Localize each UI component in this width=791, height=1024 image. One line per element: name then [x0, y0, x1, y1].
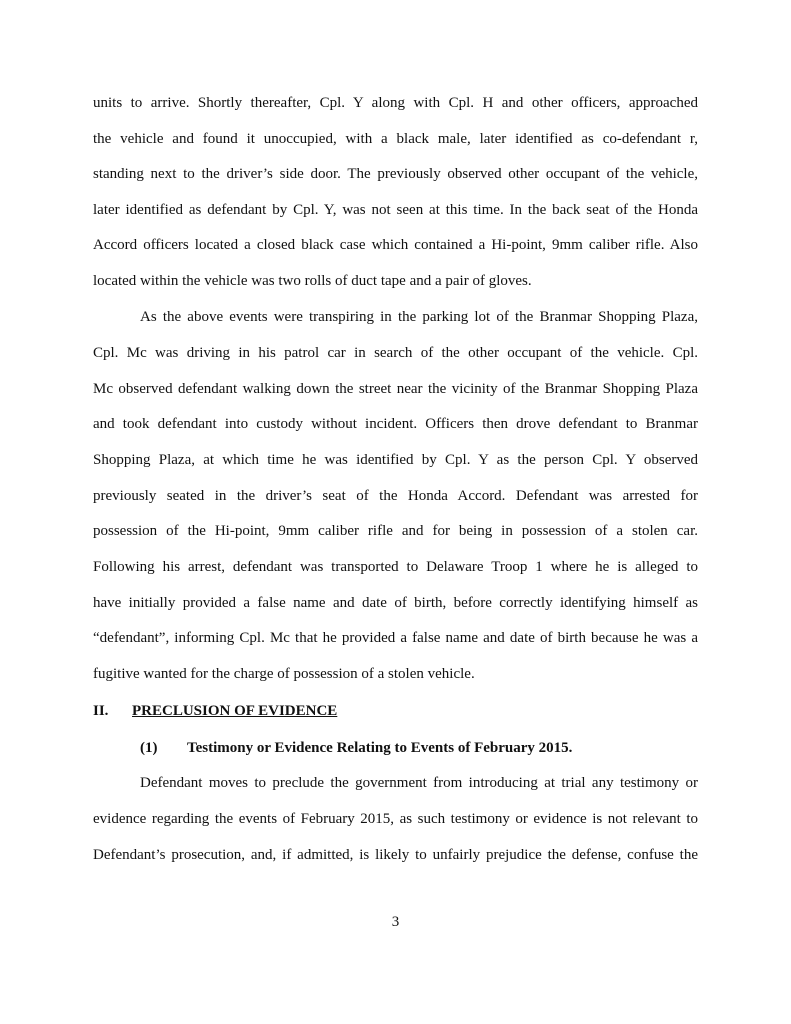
paragraph2-line: Following his arrest, defendant was transported to Delaware Troop 1 where he is alleged to [93, 559, 698, 575]
paragraph1-line: Accord officers located a closed black case which contained a Hi-point, 9mm caliber rifle. Also [93, 237, 698, 253]
paragraph2-line: Mc observed defendant walking down the street near the vicinity of the Branmar Shopping Plaza [93, 381, 698, 397]
paragraph2-line: Cpl. Mc was driving in his patrol car in search of the other occupant of the vehicle. Cpl. [93, 345, 698, 361]
paragraph2-line: fugitive wanted for the charge of possession of a stolen vehicle. [93, 666, 475, 682]
paragraph2-line: Shopping Plaza, at which time he was identified by Cpl. Y as the person Cpl. Y observed [93, 452, 698, 468]
section-number: II. [93, 703, 109, 719]
paragraph3-line: evidence regarding the events of February 2015, as such testimony or evidence is not relevant to [93, 811, 698, 827]
section-title: PRECLUSION OF EVIDENCE [132, 703, 338, 719]
paragraph2-line: previously seated in the driver’s seat of the Honda Accord. Defendant was arrested for [93, 488, 698, 504]
paragraph2-line: possession of the Hi-point, 9mm caliber rifle and for being in possession of a stolen car. [93, 523, 698, 539]
paragraph2-line: and took defendant into custody without incident. Officers then drove defendant to Branmar [93, 416, 698, 432]
subsection-title: Testimony or Evidence Relating to Events of February 2015. [187, 740, 573, 756]
paragraph1-line: standing next to the driver’s side door. The previously observed other occupant of the vehicle, [93, 166, 698, 182]
paragraph1-line: units to arrive. Shortly thereafter, Cpl. Y along with Cpl. H and other officers, approached [93, 95, 698, 111]
paragraph2-line: As the above events were transpiring in the parking lot of the Branmar Shopping Plaza, [140, 309, 698, 325]
paragraph2-line: have initially provided a false name and date of birth, before correctly identifying himself as [93, 595, 698, 611]
paragraph1-line: located within the vehicle was two rolls of duct tape and a pair of gloves. [93, 273, 532, 289]
page-number: 3 [391, 914, 400, 930]
paragraph1-line: later identified as defendant by Cpl. Y, was not seen at this time. In the back seat of the Honda [93, 202, 698, 218]
paragraph1-line: the vehicle and found it unoccupied, with a black male, later identified as co-defendant r, [93, 131, 698, 147]
paragraph2-line: “defendant”, informing Cpl. Mc that he provided a false name and date of birth because he was a [93, 630, 698, 646]
paragraph3-line: Defendant moves to preclude the government from introducing at trial any testimony or [140, 775, 698, 791]
subsection-number: (1) [140, 740, 158, 756]
paragraph3-line: Defendant’s prosecution, and, if admitted, is likely to unfairly prejudice the defense, confuse the [93, 847, 698, 863]
